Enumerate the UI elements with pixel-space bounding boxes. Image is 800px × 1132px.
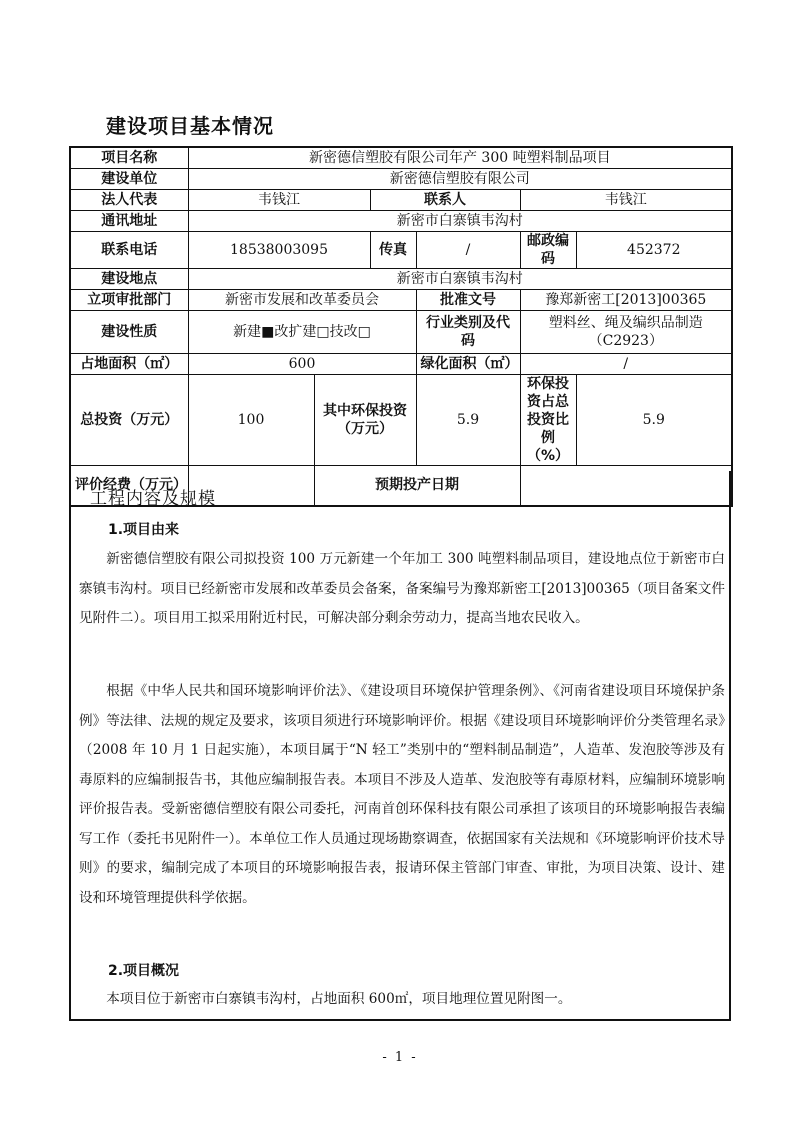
- env-ratio-label: 环保投资占总投资比例（%）: [520, 374, 576, 465]
- table-row: [70, 147, 732, 168]
- page-title: 建设项目基本情况: [106, 114, 274, 138]
- address-value: 新密市白寨镇韦沟村: [188, 210, 732, 231]
- site-value: 新密市白寨镇韦沟村: [188, 268, 732, 289]
- approval-no-value: 豫郑新密工[2013]00365: [520, 289, 732, 310]
- page-number: - 1 -: [382, 1050, 418, 1065]
- site-label: 建设地点: [70, 268, 188, 289]
- fax-value: /: [416, 231, 520, 268]
- table-row: [70, 168, 732, 189]
- nature-label: 建设性质: [70, 310, 188, 353]
- legal-rep-value: 韦钱江: [188, 189, 370, 210]
- table-row: [70, 231, 732, 268]
- postcode-value: 452372: [576, 231, 732, 268]
- fax-label: 传真: [370, 231, 416, 268]
- contact-value: 韦钱江: [520, 189, 732, 210]
- invest-value: 100: [188, 374, 314, 465]
- table-row: [70, 374, 732, 465]
- phone-value: 18538003095: [188, 231, 370, 268]
- contact-label: 联系人: [370, 189, 520, 210]
- project-name-label: 项目名称: [70, 147, 188, 168]
- phone-label: 联系电话: [70, 231, 188, 268]
- subsection-title-overview: 2.项目概况: [108, 963, 180, 979]
- env-invest-label: 其中环保投资（万元）: [314, 374, 416, 465]
- address-label: 通讯地址: [70, 210, 188, 231]
- project-name-value: 新密德信塑胶有限公司年产 300 吨塑料制品项目: [188, 147, 732, 168]
- section-title: 工程内容及规模: [90, 489, 216, 509]
- table-row: [70, 268, 732, 289]
- table-row: [70, 353, 732, 374]
- start-date-label: 预期投产日期: [314, 465, 520, 506]
- env-invest-value: 5.9: [416, 374, 520, 465]
- approval-dept-value: 新密市发展和改革委员会: [188, 289, 416, 310]
- invest-label: 总投资（万元）: [70, 374, 188, 465]
- approval-no-label: 批准文号: [416, 289, 520, 310]
- paragraph-legal-basis: 根据《中华人民共和国环境影响评价法》、《建设项目环境保护管理条例》、《河南省建设项目环境保护条例》等法律、法规的规定及要求，该项目须进行环境影响评价。根据《建设项目环境影响评价分类管理名录》（2008 年 10 月 1 日起实施），本项目属于“N 轻工”类别中的“塑料制品制造”，人造革、发泡胶等涉及有毒原料的应编制报告书，其他应编制报告表。本项目不涉及人造革、发泡胶等有毒原材料，应编制环境影响评价报告表。受新密德信塑胶有限公司委托，河南首创环保科技有限公司承担了该项目的环境影响报告表编写工作（委托书见附件一）。本单位工作人员通过现场勘察调查，依据国家有关法规和《环境影响评价技术导则》的要求，编制完成了本项目的环境影响报告表，报请环保主管部门审查、审批，为项目决策、设计、建设和环境管理提供科学依据。: [79, 683, 725, 906]
- table-row: [70, 289, 732, 310]
- industry-label: 行业类别及代码: [416, 310, 520, 353]
- table-row: [70, 310, 732, 353]
- area-label: 占地面积（㎡）: [70, 353, 188, 374]
- paragraph-overview: 本项目位于新密市白寨镇韦沟村，占地面积 600㎡，项目地理位置见附图一。: [106, 991, 572, 1007]
- project-info-table: [69, 146, 733, 507]
- green-value: /: [520, 353, 732, 374]
- subsection-title-origin: 1.项目由来: [108, 522, 180, 538]
- area-value: 600: [188, 353, 416, 374]
- env-ratio-value: 5.9: [576, 374, 732, 465]
- table-row: [70, 210, 732, 231]
- unit-value: 新密德信塑胶有限公司: [188, 168, 732, 189]
- green-label: 绿化面积（㎡）: [416, 353, 520, 374]
- industry-value: 塑料丝、绳及编织品制造（C2923）: [520, 310, 732, 353]
- table-row: [70, 189, 732, 210]
- eval-fee-label: 评价经费（万元）: [70, 465, 188, 506]
- approval-dept-label: 立项审批部门: [70, 289, 188, 310]
- nature-value: 新建■改扩建□技改□: [188, 310, 416, 353]
- paragraph-origin: 新密德信塑胶有限公司拟投资 100 万元新建一个年加工 300 吨塑料制品项目，建设地点位于新密市白寨镇韦沟村。项目已经新密市发展和改革委员会备案，备案编号为豫郑新密工[2013]00365（项目备案文件见附件二）。项目用工拟采用附近村民，可解决部分剩余劳动力，提高当地农民收入。: [79, 551, 725, 626]
- unit-label: 建设单位: [70, 168, 188, 189]
- postcode-label: 邮政编码: [520, 231, 576, 268]
- legal-rep-label: 法人代表: [70, 189, 188, 210]
